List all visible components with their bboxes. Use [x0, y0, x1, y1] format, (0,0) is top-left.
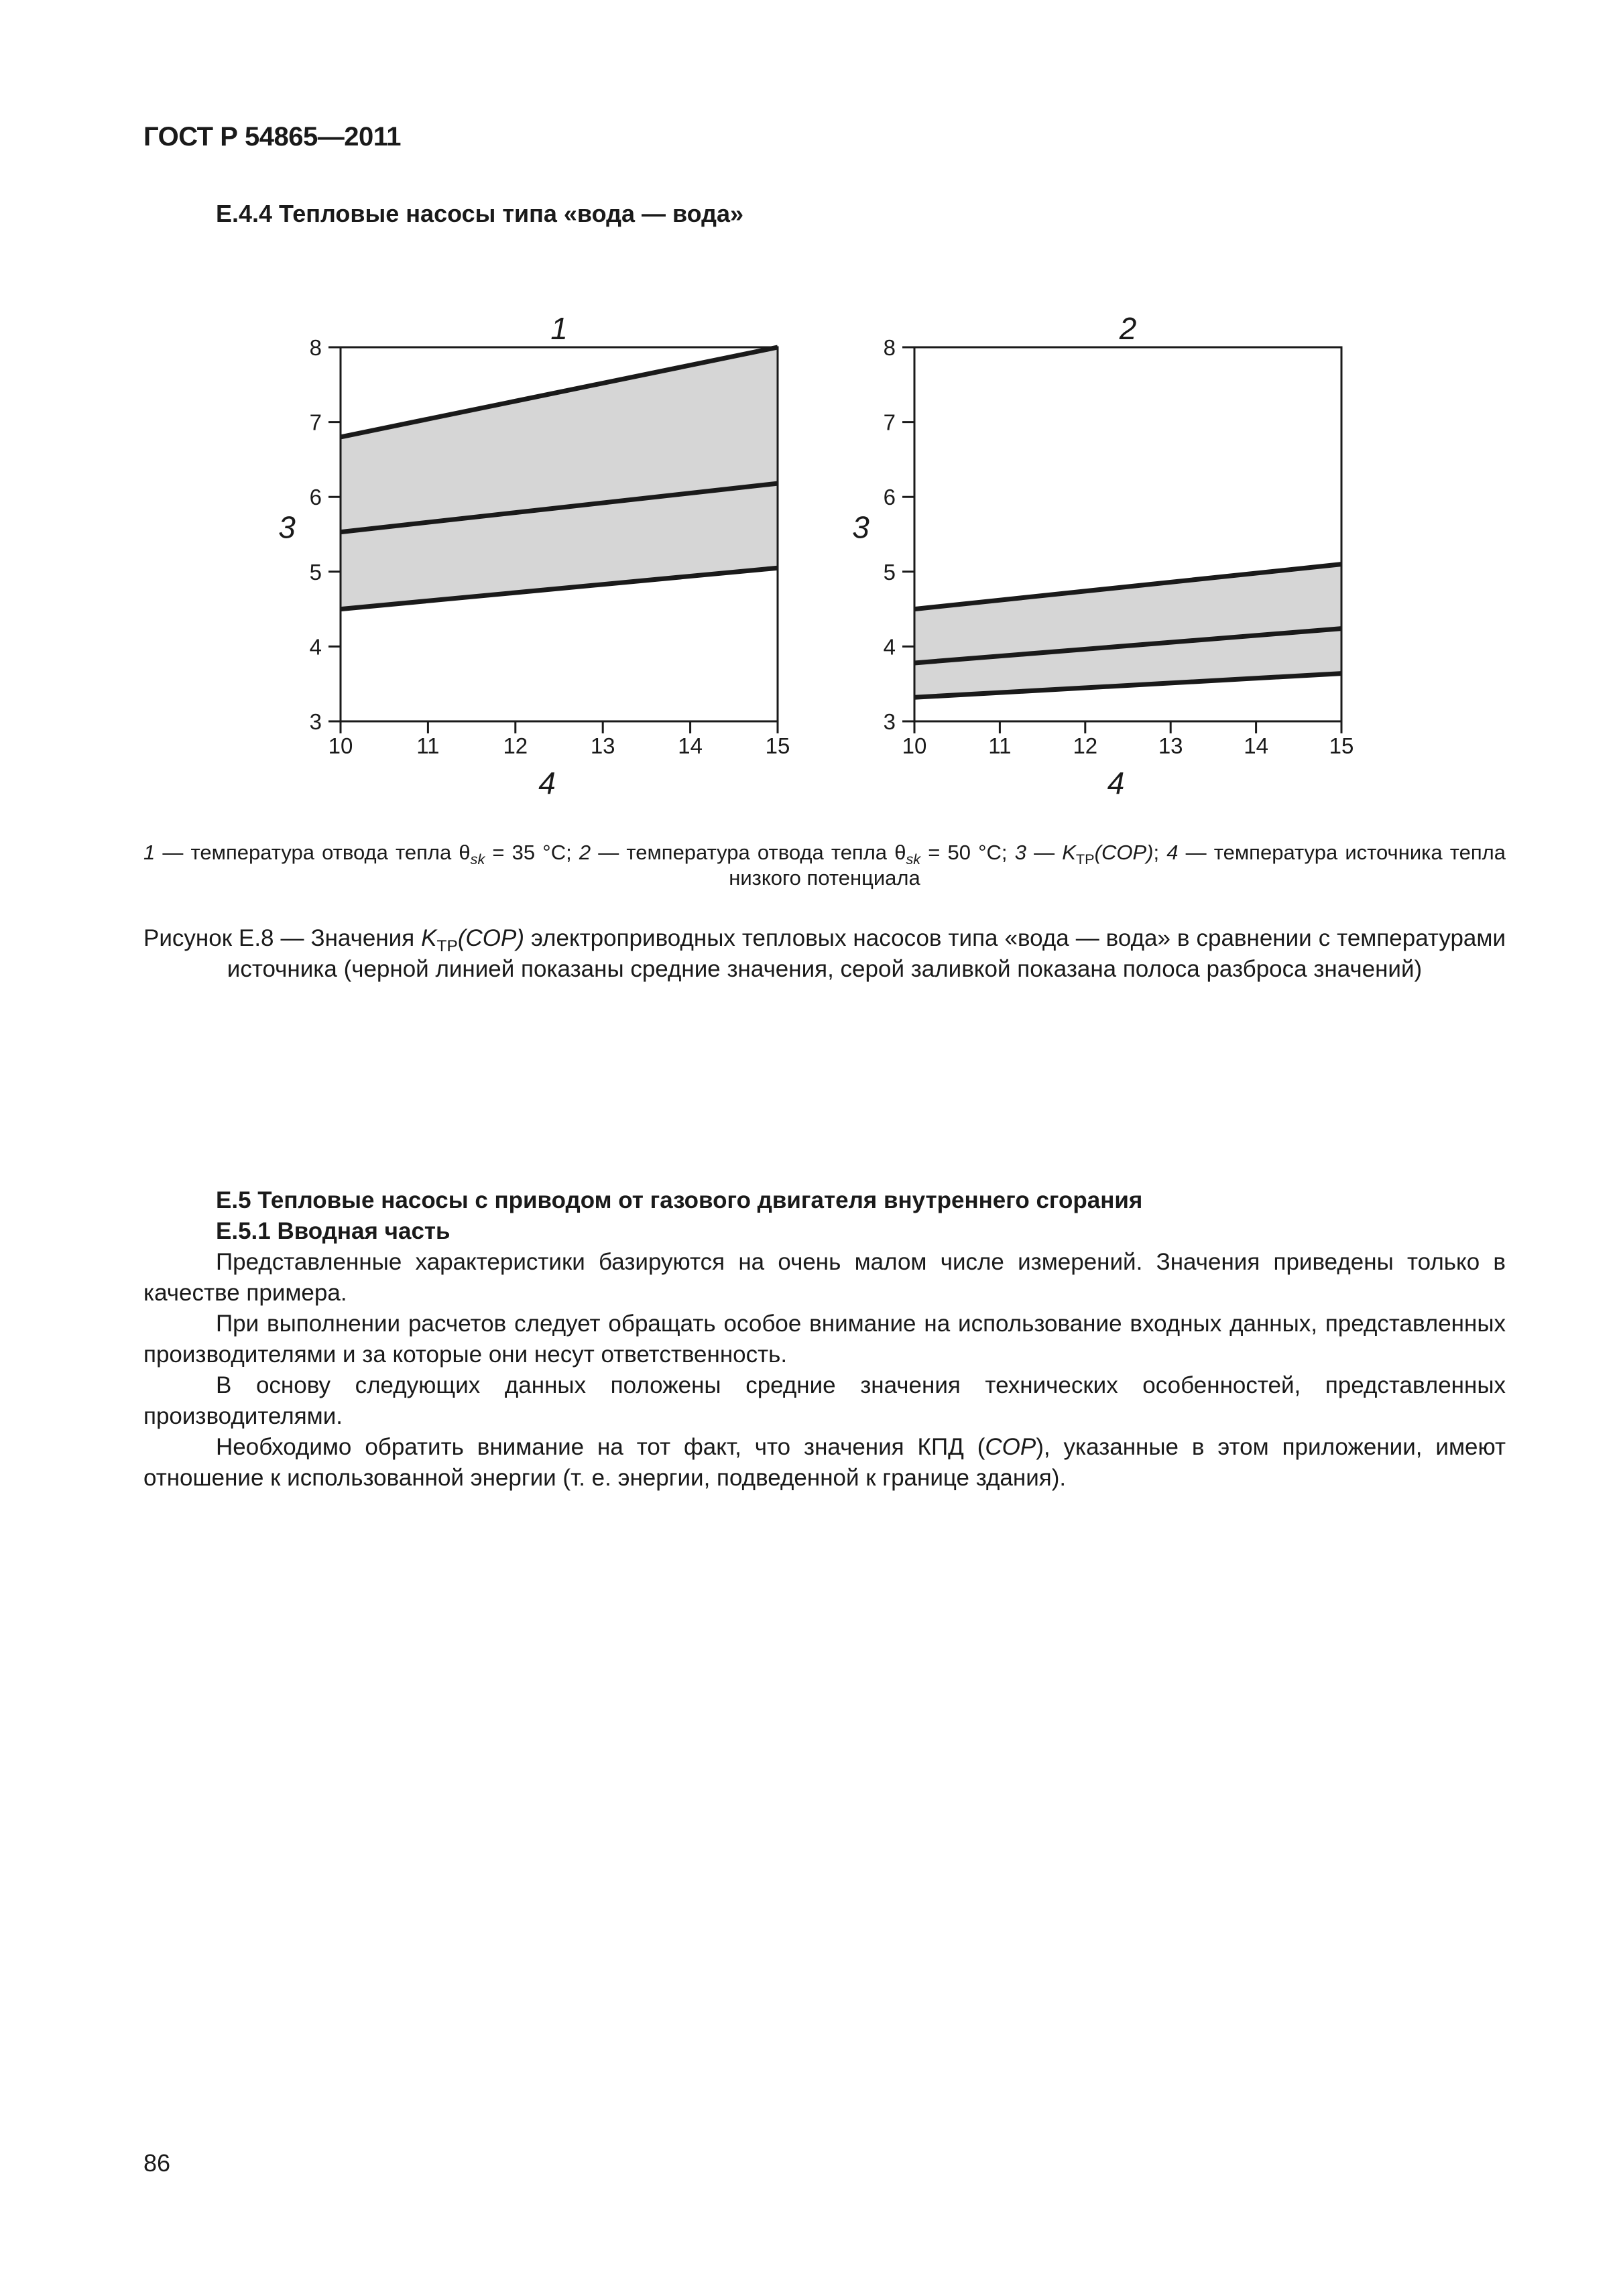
caption-text: электроприводных тепловых насосов типа «вода — вода» в сравнении с температурами источника (черной линией показаны средние значения, серой заливкой показана полоса разброса значений)	[227, 925, 1506, 982]
legend-text: = 50 °С;	[920, 841, 1015, 864]
y-axis-label: 3	[852, 509, 869, 545]
legend-text: — температура источника тепла низкого потенциала	[729, 841, 1506, 890]
x-axis-label: 4	[1107, 766, 1125, 800]
section-heading: Е.4.4 Тепловые насосы типа «вода — вода»	[216, 200, 744, 227]
caption-cop: (COP)	[457, 925, 524, 951]
paragraph-4-text: Необходимо обратить внимание на тот факт, что значения КПД (	[216, 1434, 985, 1460]
panel-label: 1	[550, 311, 568, 346]
paragraph-4-text: ), указанные в этом приложении, имеют отношение к использованной энергии (т. е. энергии, подведенной к границе здания).	[143, 1434, 1506, 1491]
legend-text: = 35 °С;	[485, 841, 579, 864]
x-tick-label: 10	[328, 733, 353, 758]
figure-e8-charts	[0, 0, 1623, 831]
paragraph-3: В основу следующих данных положены средние значения технических особенностей, представленных производителями.	[143, 1372, 1506, 1429]
paragraph-4	[143, 1432, 1506, 1494]
y-tick-label: 6	[309, 485, 322, 510]
page-number: 86	[143, 2149, 171, 2177]
y-tick-label: 4	[309, 634, 322, 660]
y-tick-label: 7	[309, 410, 322, 435]
section-e5-heading: Е.5 Тепловые насосы с приводом от газового двигателя внутреннего сгорания	[216, 1187, 1143, 1213]
y-tick-label: 8	[309, 335, 322, 360]
legend-k-symbol: K	[1062, 841, 1076, 864]
panel-label: 2	[1119, 311, 1137, 346]
x-tick-label: 11	[988, 733, 1012, 758]
x-tick-label: 15	[1329, 733, 1354, 758]
x-tick-label: 13	[590, 733, 615, 758]
figure-caption	[143, 923, 1506, 985]
figure-legend	[143, 840, 1506, 891]
legend-sub: sk	[470, 851, 485, 868]
y-tick-label: 7	[883, 410, 896, 435]
x-tick-label: 10	[902, 733, 927, 758]
y-tick-label: 3	[309, 709, 322, 734]
legend-k-sub: ТР	[1075, 851, 1095, 868]
y-tick-label: 6	[883, 485, 896, 510]
section-e5-1-heading: Е.5.1 Вводная часть	[216, 1218, 450, 1244]
legend-num-4: 4	[1166, 841, 1179, 864]
legend-sub: sk	[906, 851, 921, 868]
y-tick-label: 8	[883, 335, 896, 360]
x-tick-label: 12	[503, 733, 528, 758]
caption-text: Рисунок Е.8 — Значения	[143, 925, 422, 951]
paragraph-1: Представленные характеристики базируются на очень малом числе измерений. Значения приведены только в качестве примера.	[143, 1249, 1506, 1306]
x-tick-label: 11	[416, 733, 440, 758]
y-tick-label: 5	[883, 559, 896, 585]
legend-text: —	[1026, 841, 1063, 864]
legend-text: — температура отвода тепла θ	[591, 841, 906, 864]
x-tick-label: 14	[678, 733, 703, 758]
x-tick-label: 14	[1244, 733, 1268, 758]
y-tick-label: 4	[883, 634, 896, 660]
y-tick-label: 3	[883, 709, 896, 734]
section-e5	[143, 1185, 1506, 1494]
legend-text: ;	[1153, 841, 1167, 864]
legend-num-3: 3	[1014, 841, 1026, 864]
legend-text: — температура отвода тепла θ	[155, 841, 471, 864]
x-tick-label: 12	[1073, 733, 1098, 758]
document-code: ГОСТ Р 54865—2011	[143, 122, 401, 152]
x-axis-label: 4	[538, 766, 556, 800]
y-axis-label: 3	[278, 509, 296, 545]
x-tick-label: 13	[1158, 733, 1183, 758]
legend-num-1: 1	[143, 841, 156, 864]
x-tick-label: 15	[765, 733, 790, 758]
legend-num-2: 2	[579, 841, 591, 864]
caption-k-sub: ТР	[436, 937, 458, 955]
y-tick-label: 5	[309, 559, 322, 585]
caption-k-symbol: K	[421, 925, 437, 951]
paragraph-2: При выполнении расчетов следует обращать особое внимание на использование входных данных, представленных производителями и за которые они несут ответственность.	[143, 1311, 1506, 1368]
legend-cop: (COP)	[1094, 841, 1154, 864]
spread-band	[341, 347, 778, 609]
paragraph-4-cop: COP	[985, 1434, 1036, 1460]
